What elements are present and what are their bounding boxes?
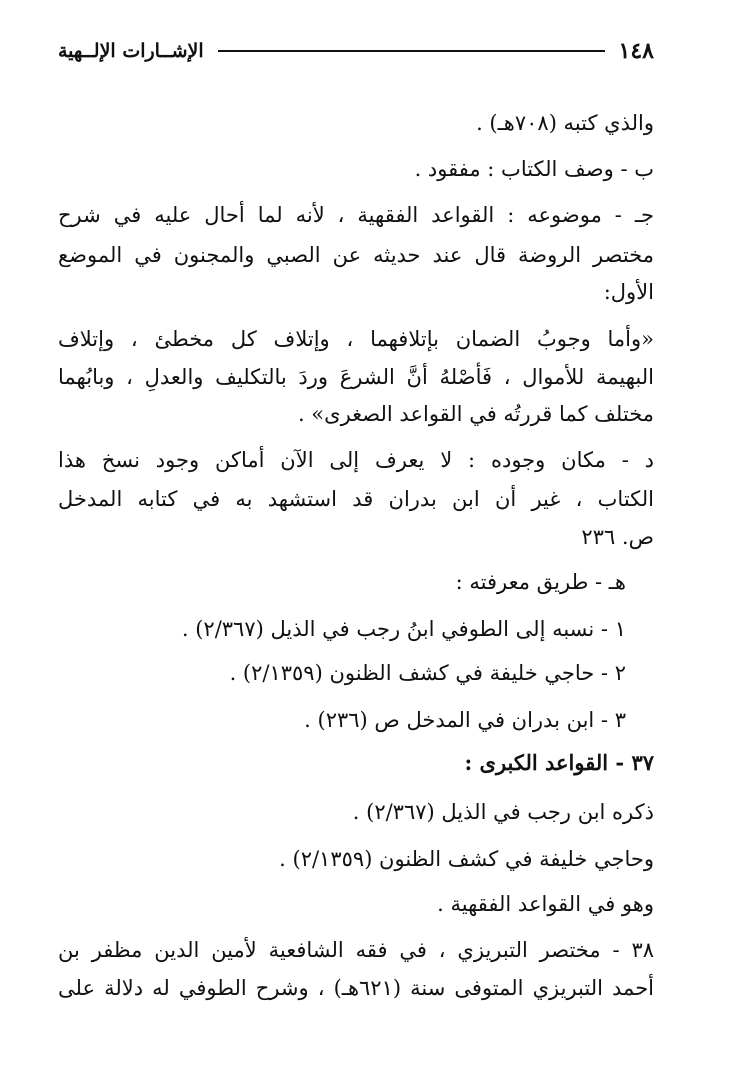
text-line: وهو في القواعد الفقهية . <box>437 892 654 916</box>
text-line: الأول: <box>603 280 654 304</box>
text-line: ب - وصف الكتاب : مفقود . <box>414 157 654 181</box>
header-rule <box>218 50 605 52</box>
text-line: ٣٨ - مختصر التبريزي ، في فقه الشافعية لأمين الدين مظفر بن <box>58 938 654 962</box>
text-line: ص. ٢٣٦ <box>581 525 654 549</box>
quote-line: «وأما وجوبُ الضمان بإتلافهما ، وإتلاف كل مخطئ ، وإتلاف <box>58 327 654 351</box>
section-heading: هـ - طريق معرفته : <box>455 570 626 594</box>
text-line: ذكره ابن رجب في الذيل (٢/٣٦٧) . <box>352 800 654 824</box>
book-page <box>58 0 654 1079</box>
text-line: وحاجي خليفة في كشف الظنون (٢/١٣٥٩) . <box>279 847 654 871</box>
page-number: ١٤٨ <box>618 38 654 64</box>
text-line: أحمد التبريزي المتوفى سنة (٦٢١هـ) ، وشرح الطوفي له دلالة على <box>58 976 655 1000</box>
list-item: ١ - نسبه إلى الطوفي ابنُ رجب في الذيل (٢/٣٦٧) . <box>181 617 626 641</box>
text-line: الكتاب ، غير أن ابن بدران قد استشهد به في كتابه المدخل <box>58 487 654 511</box>
quote-line: مختلف كما قررتُه في القواعد الصغرى» . <box>297 402 654 426</box>
entry-heading: ٣٧ - القواعد الكبرى : <box>464 750 654 775</box>
text-line: جـ - موضوعه : القواعد الفقهية ، لأنه لما أحال عليه في شرح <box>58 203 654 227</box>
text-line: مختصر الروضة قال عند حديثه عن الصبي والمجنون في الموضع <box>58 243 654 267</box>
page-header <box>58 34 654 68</box>
text-line: والذي كتبه (٧٠٨هـ) . <box>476 111 654 135</box>
running-title: الإشــارات الإلــهية <box>58 40 204 62</box>
list-item: ٢ - حاجي خليفة في كشف الظنون (٢/١٣٥٩) . <box>229 661 626 685</box>
list-item: ٣ - ابن بدران في المدخل ص (٢٣٦) . <box>304 708 626 732</box>
text-line: د - مكان وجوده : لا يعرف إلى الآن أماكن وجود نسخ هذا <box>58 448 654 472</box>
quote-line: البهيمة للأموال ، فَأصْلهُ أنَّ الشرعَ وردَ بالتكليف والعدلِ ، وبابُهما <box>58 365 654 389</box>
